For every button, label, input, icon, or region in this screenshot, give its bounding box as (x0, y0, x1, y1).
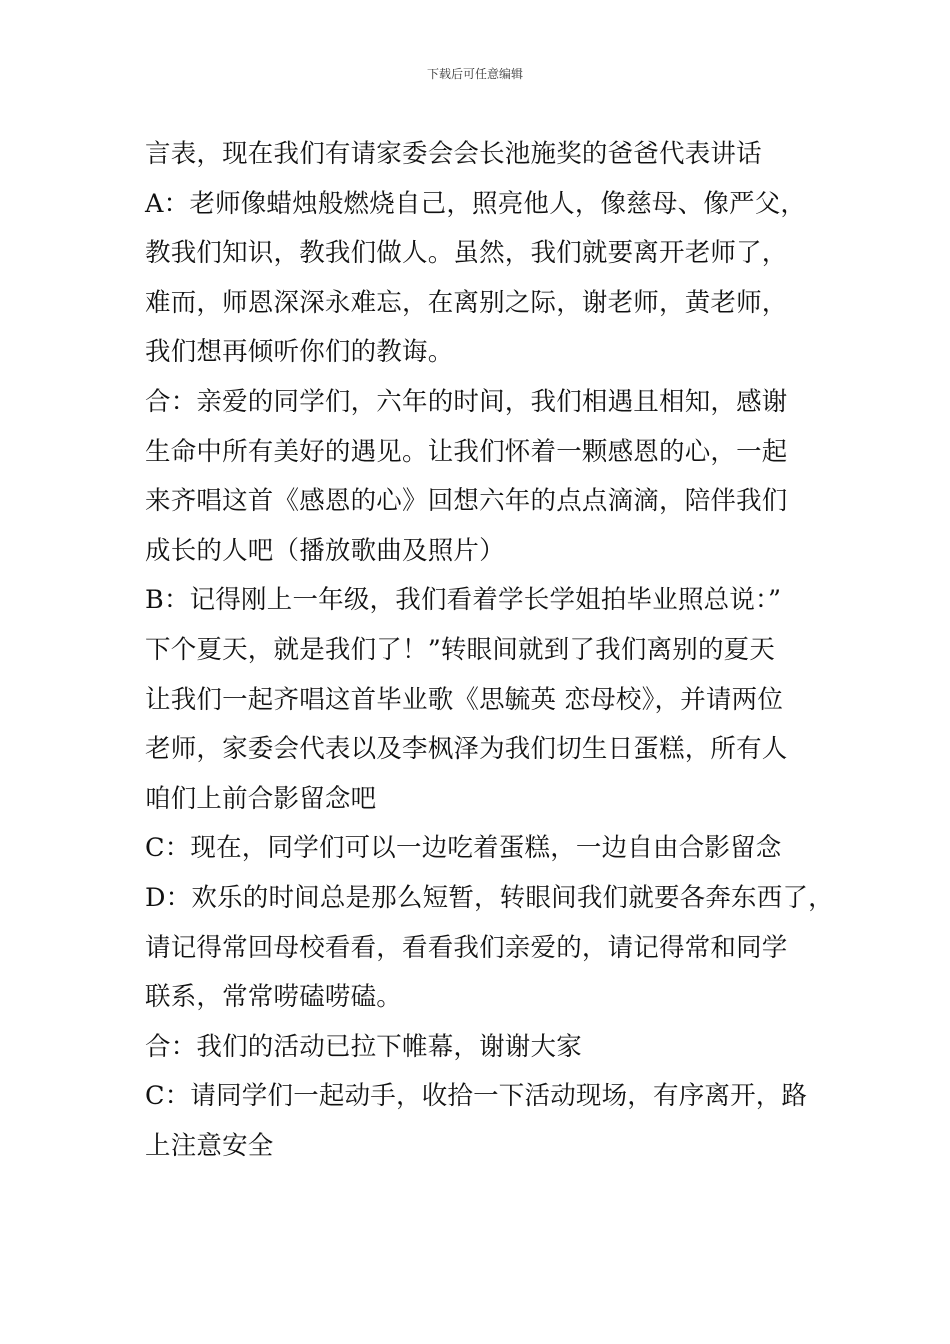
text-line: 来齐唱这首《感恩的心》回想六年的点点滴滴，陪伴我们 (145, 486, 788, 517)
page-header-note: 下载后可任意编辑 (426, 67, 523, 81)
text-line: B：记得刚上一年级，我们看着学长学姐拍毕业照总说：” (145, 585, 782, 616)
text-line: 合：我们的活动已拉下帷幕，谢谢大家 (145, 1031, 582, 1062)
text-line: 下个夏天，就是我们了！”转眼间就到了我们离别的夏天 (145, 634, 776, 665)
text-line: 生命中所有美好的遇见。让我们怀着一颗感恩的心，一起 (145, 436, 788, 467)
text-line: 合：亲爱的同学们，六年的时间，我们相遇且相知，感谢 (145, 386, 788, 417)
text-line: 咱们上前合影留念吧 (145, 783, 377, 814)
text-line: 我们想再倾听你们的教诲。 (145, 337, 454, 368)
text-line: 请记得常回母校看看，看看我们亲爱的，请记得常和同学 (145, 932, 788, 963)
text-line: 老师，家委会代表以及李枫泽为我们切生日蛋糕，所有人 (145, 734, 788, 765)
text-line: 言表，现在我们有请家委会会长池施奖的爸爸代表讲话 (145, 139, 762, 169)
text-line: 联系，常常唠磕唠磕。 (145, 982, 403, 1013)
text-line: 成长的人吧（播放歌曲及照片） (145, 535, 505, 566)
text-line: 教我们知识，教我们做人。虽然，我们就要离开老师了， (145, 238, 788, 269)
text-line: 难而，师恩深深永难忘，在离别之际，谢老师，黄老师， (145, 287, 788, 318)
text-line: 让我们一起齐唱这首毕业歌《思毓英 恋母校》，并请两位 (145, 684, 784, 715)
text-line: C：请同学们一起动手，收拾一下活动现场，有序离开，路 (145, 1081, 808, 1112)
text-line: 上注意安全 (145, 1130, 274, 1161)
document-body (145, 130, 835, 1171)
text-line: C：现在，同学们可以一边吃着蛋糕，一边自由合影留念 (145, 833, 782, 864)
text-line: A：老师像蜡烛般燃烧自己，照亮他人，像慈母、像严父， (145, 188, 807, 219)
text-line: D：欢乐的时间总是那么短暂，转眼间我们就要各奔东西了， (145, 882, 834, 913)
